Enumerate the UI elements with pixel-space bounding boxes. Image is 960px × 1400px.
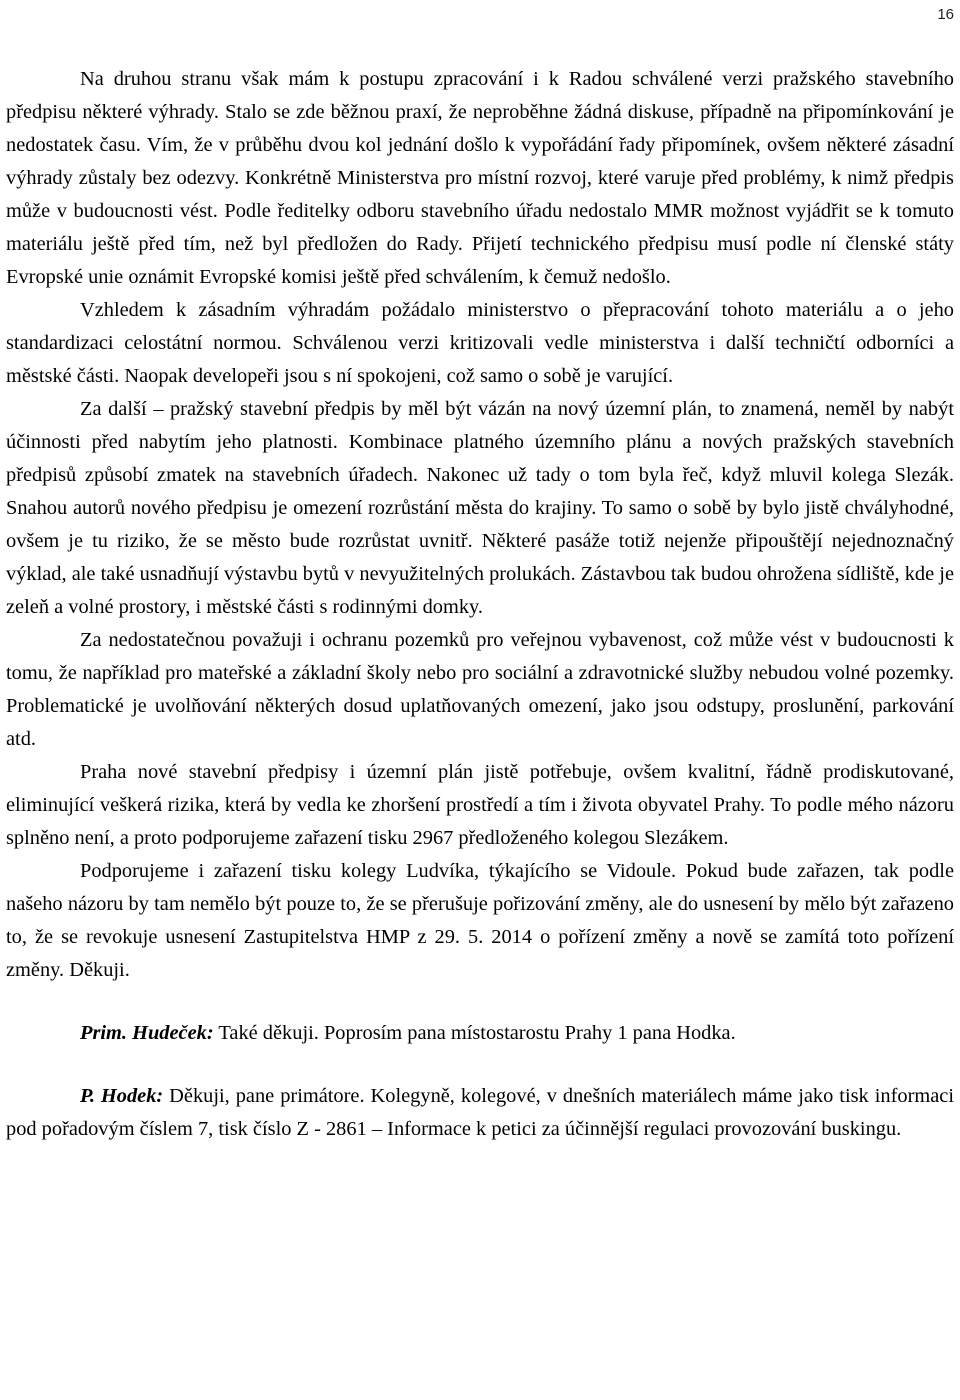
paragraph-2: Vzhledem k zásadním výhradám požádalo ministerstvo o přepracování tohoto materiálu a o jeho standardizaci celostátní normou. Schválenou verzi kritizovali vedle ministerstva i další techničtí odborníci a městské části. Naopak developeři jsou s ní spokojeni, což samo o sobě je varující. [6, 299, 954, 387]
speech-hodek [6, 1080, 954, 1146]
page-number: 16 [937, 6, 954, 23]
speaker-name: Prim. Hudeček: [80, 1022, 214, 1044]
speech-text: Děkuji, pane primátore. Kolegyně, kolegové, v dnešních materiálech máme jako tisk informaci pod pořadovým číslem 7, tisk číslo Z - 2861 – Informace k petici za účinnější regulaci provozování buskingu. [6, 1085, 954, 1140]
paragraph-3: Za další – pražský stavební předpis by měl být vázán na nový územní plán, to znamená, neměl by nabýt účinnosti před nabytím jeho platnosti. Kombinace platného územního plánu a nových pražských stavebních předpisů způsobí zmatek na stavebních úřadech. Nakonec už tady o tom byla řeč, když mluvil kolega Slezák. Snahou autorů nového předpisu je omezení rozrůstání města do krajiny. To samo o sobě by bylo jistě chvályhodné, ovšem je tu riziko, že se město bude rozrůstat uvnitř. Některé pasáže totiž nejenže připouštějí nejednoznačný výklad, ale také usnadňují výstavbu bytů v nevyužitelných prolukách. Zástavbou tak budou ohrožena sídliště, kde je zeleň a volné prostory, i městské části s rodinnými domky. [6, 398, 954, 618]
paragraph-5: Praha nové stavební předpisy i územní plán jistě potřebuje, ovšem kvalitní, řádně prodiskutované, eliminující veškerá rizika, která by vedla ke zhoršení prostředí a tím i života obyvatel Prahy. To podle mého názoru splněno není, a proto podporujeme zařazení tisku 2967 předloženého kolegou Slezákem. [6, 761, 954, 849]
paragraph-4: Za nedostatečnou považuji i ochranu pozemků pro veřejnou vybavenost, což může vést v budoucnosti k tomu, že například pro mateřské a základní školy nebo pro sociální a zdravotnické služby nebudou volné pozemky. Problematické je uvolňování některých dosud uplatňovaných omezení, jako jsou odstupy, proslunění, parkování atd. [6, 629, 954, 750]
speech-text: Také děkuji. Poprosím pana místostarostu Prahy 1 pana Hodka. [213, 1022, 736, 1044]
document-body [6, 63, 954, 1146]
paragraph-6: Podporujeme i zařazení tisku kolegy Ludvíka, týkajícího se Vidoule. Pokud bude zařazen, tak podle našeho názoru by tam nemělo být pouze to, že se přerušuje pořizování změny, ale do usnesení by mělo být zařazeno to, že se revokuje usnesení Zastupitelstva HMP z 29. 5. 2014 o pořízení změny a nově se zamítá toto pořízení změny. Děkuji. [6, 860, 954, 981]
paragraph-1: Na druhou stranu však mám k postupu zpracování i k Radou schválené verzi pražského stavebního předpisu některé výhrady. Stalo se zde běžnou praxí, že neproběhne žádná diskuse, případně na připomínkování je nedostatek času. Vím, že v průběhu dvou kol jednání došlo k vypořádání řady připomínek, ovšem některé zásadní výhrady zůstaly bez odezvy. Konkrétně Ministerstva pro místní rozvoj, které varuje před problémy, k nimž předpis může v budoucnosti vést. Podle ředitelky odboru stavebního úřadu nedostalo MMR možnost vyjádřit se k tomuto materiálu ještě před tím, než byl předložen do Rady. Přijetí technického předpisu musí podle ní členské státy Evropské unie oznámit Evropské komisi ještě před schválením, k čemuž nedošlo. [6, 68, 954, 288]
section-gap [6, 1050, 954, 1080]
section-gap [6, 987, 954, 1017]
speech-hudecek [6, 1017, 954, 1050]
speaker-name: P. Hodek: [80, 1085, 164, 1107]
